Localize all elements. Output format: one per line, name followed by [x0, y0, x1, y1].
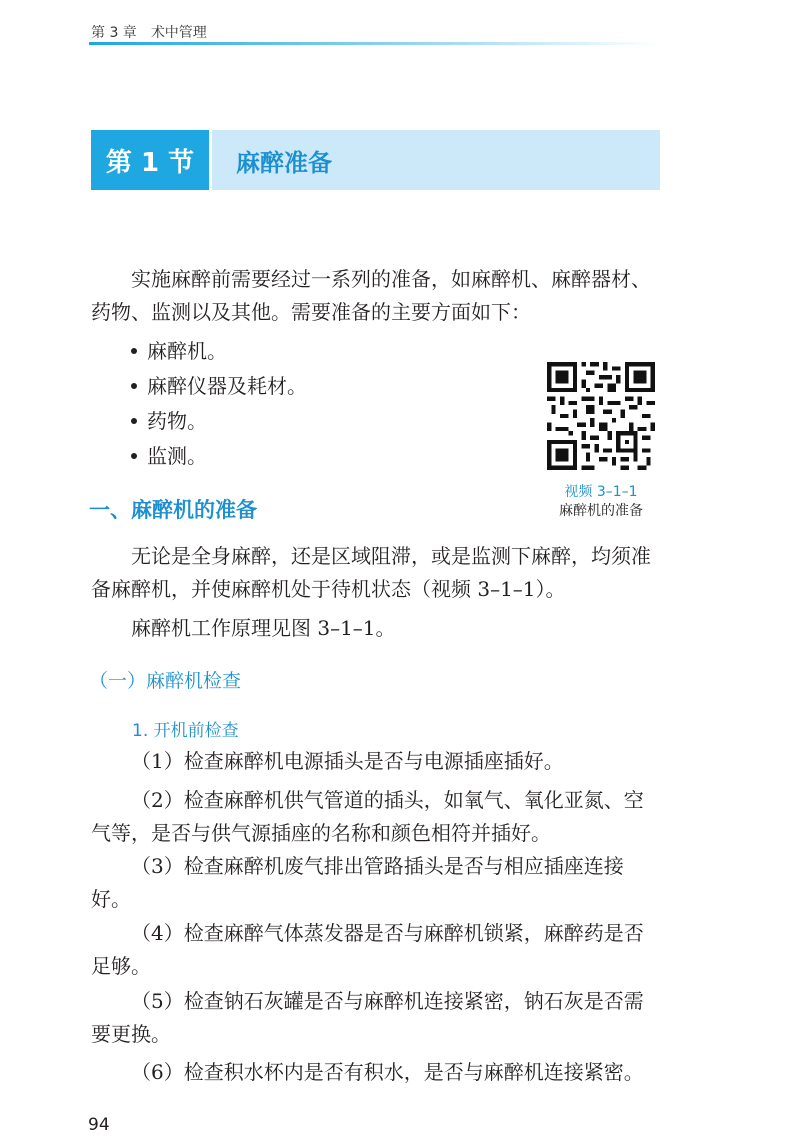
list-item — [131, 404, 307, 439]
heading-anesthesia-machine-prep: 一、麻醉机的准备 — [89, 498, 257, 522]
bullet-dot-icon — [131, 383, 137, 389]
check-item-1: （1）检查麻醉机电源插头是否与电源插座插好。 — [131, 749, 564, 773]
bullet-text: 药物。 — [147, 409, 207, 433]
check-item-4: （4）检查麻醉气体蒸发器是否与麻醉机锁紧，麻醉药是否足够。 — [91, 921, 644, 978]
heading-pre-startup-check: 1. 开机前检查 — [132, 721, 239, 741]
running-header — [91, 22, 207, 42]
page-number: 94 — [88, 1115, 110, 1135]
qr-code-icon[interactable] — [547, 362, 655, 470]
qr-caption-video-number: 视频 3–1–1 — [564, 484, 638, 500]
list-item — [131, 369, 307, 404]
section-number: 第 1 节 — [91, 130, 209, 190]
list-item — [131, 334, 307, 369]
header-rule — [89, 42, 659, 45]
list-item — [131, 439, 307, 474]
bullet-list — [131, 334, 307, 474]
bullet-dot-icon — [131, 453, 137, 459]
check-item-2: （2）检查麻醉机供气管道的插头，如氧气、氧化亚氮、空气等，是否与供气源插座的名称和颜色相符并插好。 — [91, 788, 644, 845]
check-item-6: （6）检查积水杯内是否有积水，是否与麻醉机连接紧密。 — [131, 1060, 644, 1084]
bullet-dot-icon — [131, 348, 137, 354]
qr-caption-title: 麻醉机的准备 — [559, 503, 643, 519]
intro-paragraph: 实施麻醉前需要经过一系列的准备，如麻醉机、麻醉器材、药物、监测以及其他。需要准备的主要方面如下： — [91, 267, 651, 324]
check-item-3: （3）检查麻醉机废气排出管路插头是否与相应插座连接好。 — [91, 854, 624, 911]
chapter-title: 术中管理 — [150, 25, 207, 41]
body-paragraph: 无论是全身麻醉，还是区域阻滞，或是监测下麻醉，均须准备麻醉机，并使麻醉机处于待机状态（视频 3–1–1）。 — [91, 544, 651, 601]
chapter-number: 第 3 章 — [91, 25, 137, 41]
check-item-5: （5）检查钠石灰罐是否与麻醉机连接紧密，钠石灰是否需要更换。 — [91, 989, 644, 1046]
bullet-text: 监测。 — [147, 444, 207, 468]
bullet-text: 麻醉机。 — [147, 339, 227, 363]
section-title: 麻醉准备 — [212, 130, 660, 190]
bullet-text: 麻醉仪器及耗材。 — [147, 374, 307, 398]
heading-machine-check: （一）麻醉机检查 — [89, 670, 242, 692]
bullet-dot-icon — [131, 418, 137, 424]
body-paragraph: 麻醉机工作原理见图 3–1–1。 — [131, 616, 396, 640]
